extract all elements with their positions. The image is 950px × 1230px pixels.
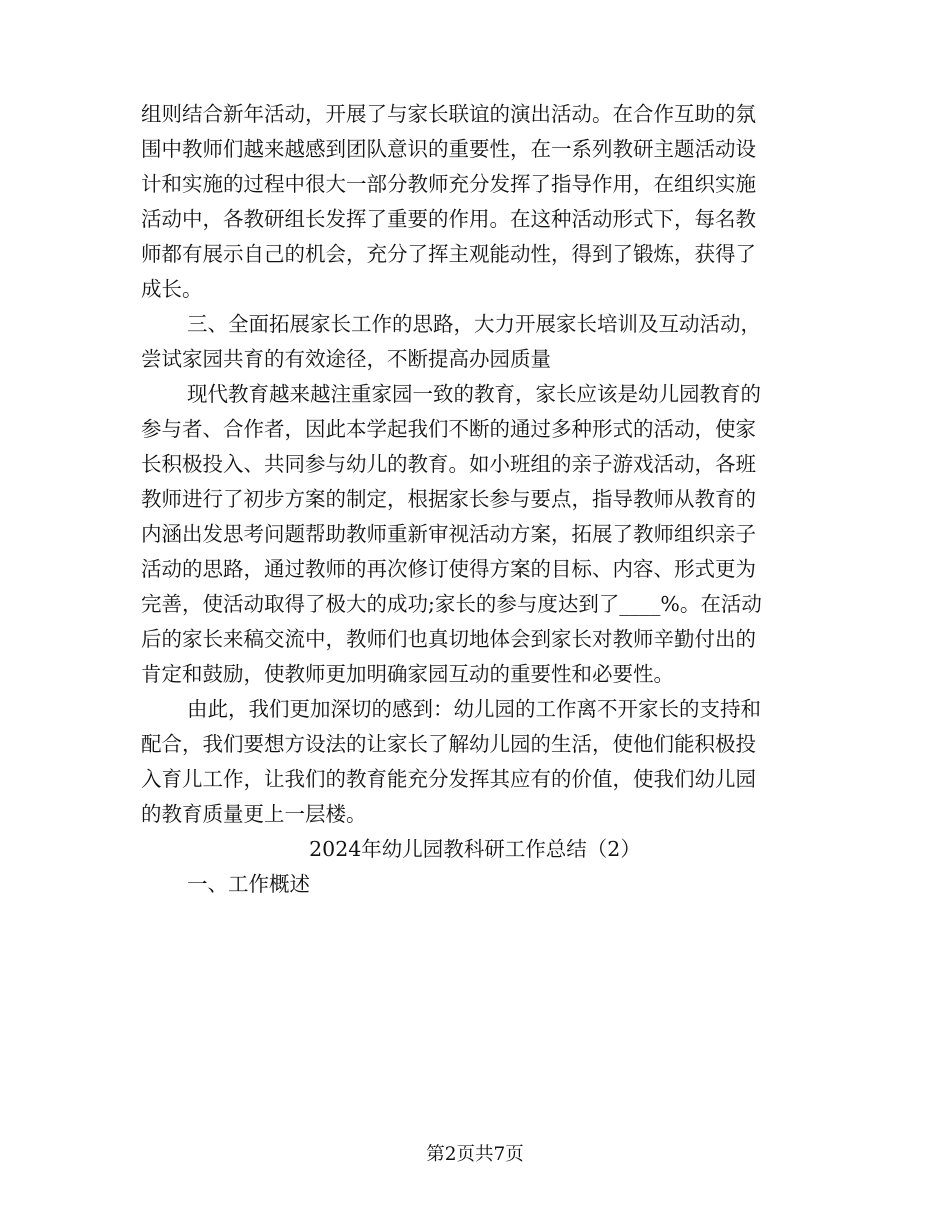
document-title: 2024年幼儿园教科研工作总结（2） (309, 837, 641, 861)
body-line-20: 入育儿工作，让我们的教育能充分发挥其应有的价值，使我们幼儿园 (141, 767, 756, 791)
body-line-16: 后的家长来稿交流中，教师们也真切地体会到家长对教师辛勤付出的 (141, 627, 756, 651)
body-line-10: 参与者、合作者，因此本学起我们不断的通过多种形式的活动，使家 (141, 417, 756, 441)
body-line-15: 完善，使活动取得了极大的成功;家长的参与度达到了____%。在活动 (141, 592, 762, 616)
body-line-13: 内涵出发思考问题帮助教师重新审视活动方案，拓展了教师组织亲子 (141, 522, 756, 546)
body-line-3: 计和实施的过程中很大一部分教师充分发挥了指导作用，在组织实施 (141, 172, 756, 196)
body-line-17: 肯定和鼓励，使教师更加明确家园互动的重要性和必要性。 (141, 662, 674, 686)
body-line-1: 组则结合新年活动，开展了与家长联谊的演出活动。在合作互助的氛 (141, 102, 756, 126)
body-line-19: 配合，我们要想方设法的让家长了解幼儿园的生活，使他们能积极投 (141, 732, 756, 756)
body-line-14: 活动的思路，通过教师的再次修订使得方案的目标、内容、形式更为 (141, 557, 756, 581)
body-line-12: 教师进行了初步方案的制定，根据家长参与要点，指导教师从教育的 (141, 487, 756, 511)
page-number-label: 第2页共7页 (426, 1144, 524, 1165)
body-line-21: 的教育质量更上一层楼。 (141, 802, 367, 826)
body-line-5: 师都有展示自己的机会，充分了挥主观能动性，得到了锻炼，获得了 (141, 242, 756, 266)
section-three-heading-line-2: 尝试家园共育的有效途径，不断提高办园质量 (141, 347, 551, 371)
body-line-4: 活动中，各教研组长发挥了重要的作用。在这种活动形式下，每名教 (141, 207, 756, 231)
body-line-9: 现代教育越来越注重家园一致的教育，家长应该是幼儿园教育的 (187, 382, 761, 406)
section-heading: 一、工作概述 (187, 872, 310, 896)
section-three-heading-line-1: 三、全面拓展家长工作的思路，大力开展家长培训及互动活动， (187, 312, 761, 336)
body-line-11: 长积极投入、共同参与幼儿的教育。如小班组的亲子游戏活动，各班 (141, 452, 756, 476)
body-line-6: 成长。 (141, 277, 203, 301)
body-line-18: 由此，我们更加深切的感到：幼儿园的工作离不开家长的支持和 (187, 697, 761, 721)
body-line-2: 围中教师们越来越感到团队意识的重要性，在一系列教研主题活动设 (141, 137, 756, 161)
